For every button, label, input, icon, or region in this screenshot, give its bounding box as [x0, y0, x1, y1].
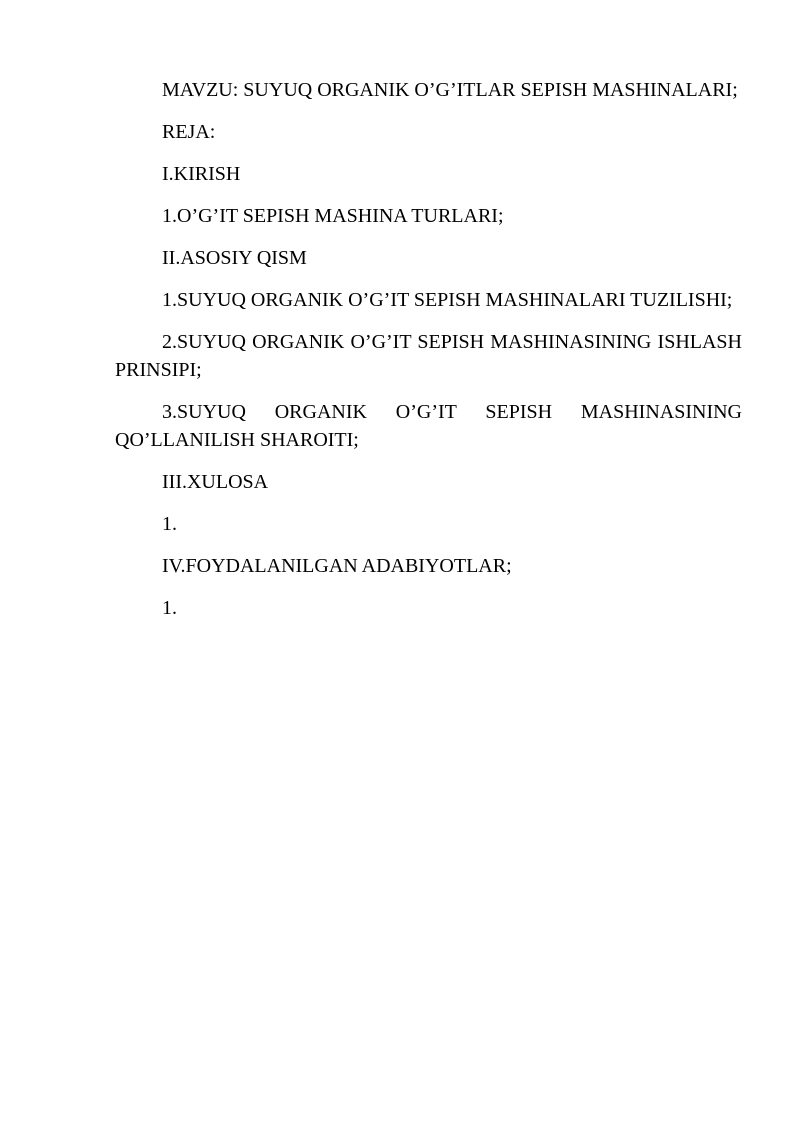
- topic-heading: MAVZU: SUYUQ ORGANIK O’G’ITLAR SEPISH MASHINALARI;: [162, 79, 738, 101]
- list-item: 2.SUYUQ ORGANIK O’G’IT SEPISH MASHINASINING ISHLASH PRINSIPI;: [115, 331, 742, 381]
- list-item: 3.SUYUQ ORGANIK O’G’IT SEPISH MASHINASINING QO’LLANILISH SHAROITI;: [115, 401, 742, 451]
- document-body: [115, 76, 742, 636]
- list-item: 1.: [162, 513, 177, 535]
- list-item: 1.: [162, 597, 177, 619]
- section-introduction: I.KIRISH: [162, 163, 241, 185]
- plan-heading: REJA:: [162, 121, 216, 143]
- section-references: IV.FOYDALANILGAN ADABIYOTLAR;: [162, 555, 512, 577]
- list-item: 1.O’G’IT SEPISH MASHINA TURLARI;: [162, 205, 504, 227]
- section-conclusion: III.XULOSA: [162, 471, 269, 493]
- list-item: 1.SUYUQ ORGANIK O’G’IT SEPISH MASHINALARI TUZILISHI;: [162, 289, 733, 311]
- section-main-part: II.ASOSIY QISM: [162, 247, 307, 269]
